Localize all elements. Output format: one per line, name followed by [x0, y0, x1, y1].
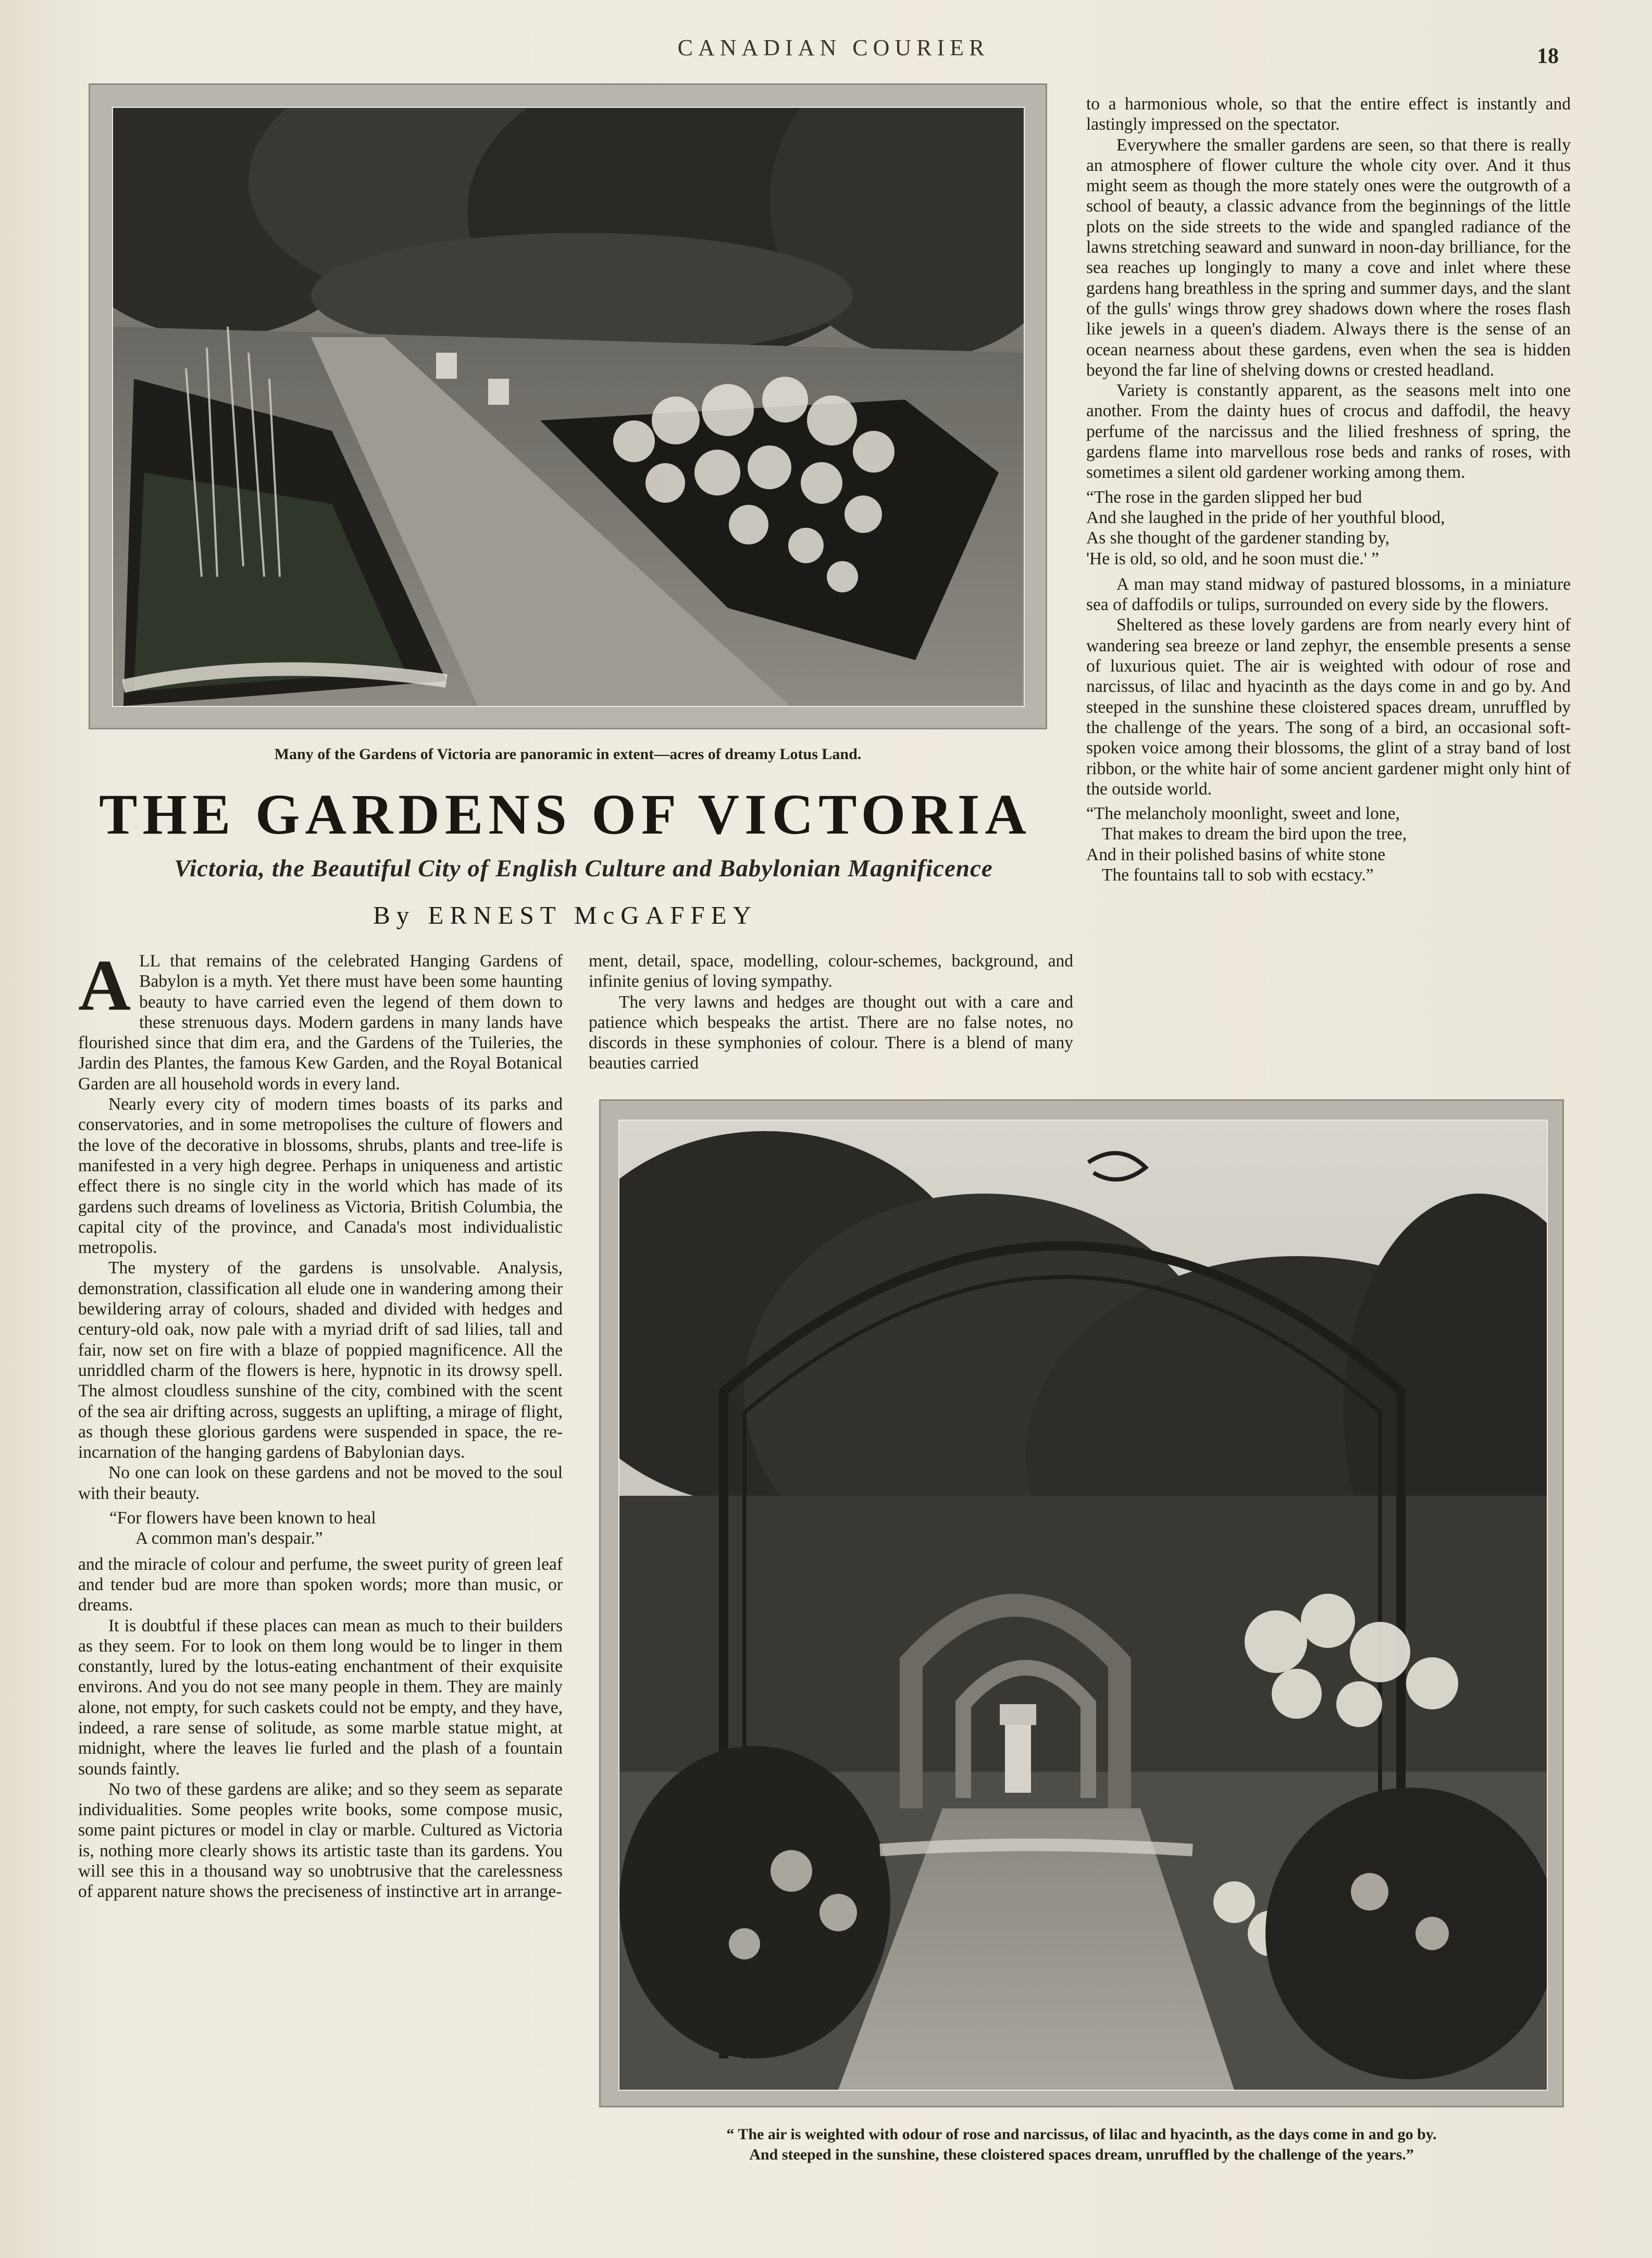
paragraph: Sheltered as these lovely gardens are from nearly every hint of wandering sea breeze or land zephyr, the ensemble presents a sense of luxurious quiet. The air is weighted with odour of rose and narcissus, of lilac and hyacinth as the days come in and go by. And steeped in the sunshine these cloistered spaces dream, unruffled by the challenge of the years. The song of a bird, an occasional soft-spoken voice among their blossoms, the glint of a stray band of lost ribbon, or the white hair of some ancient gardener might only hint of the outside world. — [1086, 615, 1571, 799]
article-byline: By ERNEST McGAFFEY — [373, 901, 757, 929]
paragraph: to a harmonious whole, so that the entire effect is instantly and lastingly impressed on the spectator. — [1086, 94, 1571, 134]
paragraph: and the miracle of colour and perfume, the sweet purity of green leaf and tender bud are more than spoken words; more than music, or dreams. — [78, 1554, 563, 1615]
top-photo-frame — [89, 83, 1047, 729]
paragraph: ALL that remains of the celebrated Hanging Gardens of Babylon is a myth. Yet there must have been some haunting beauty to have carried even the legend of them down to these strenuous days. Modern gardens in many lands have flourished since that dim era, and the Gardens of the Tuileries, the Jardin des Plantes, the famous Kew Garden, and the Royal Botanical Garden are all household words in every land. — [78, 945, 563, 1094]
article-column-1 — [78, 945, 563, 1902]
running-head: CANADIAN COURIER — [677, 35, 990, 60]
verse-line: A common man's despair.” — [135, 1529, 323, 1548]
garden-beds-image — [113, 108, 1024, 706]
verse-line: The fountains tall to sob with ecstacy.” — [1102, 865, 1374, 885]
paragraph: Variety is constantly apparent, as the seasons melt into one another. From the dainty hues of crocus and daffodil, the heavy perfume of the narcissus and the lilied freshness of spring, the gardens flame into marvellous rose beds and ranks of roses, with sometimes a silent old gardener working among them. — [1086, 381, 1571, 482]
bottom-photo-caption — [583, 2124, 1580, 2165]
verse-line: As she thought of the gardener standing by, — [1086, 528, 1390, 548]
verse-quote — [1086, 487, 1571, 569]
paragraph: No one can look on these gardens and not be moved to the soul with their beauty. — [78, 1463, 563, 1503]
paragraph: No two of these gardens are alike; and so they seem as separate individualities. Some peoples write books, some compose music, some paint pictures or model in clay or marble. Cultured as Victoria is, nothing more clearly shows its artistic taste than its gardens. You will see this in a thousand way so unobtrusive that the carelessness of apparent nature shows the preciseness of instinctive art in arrange- — [78, 1779, 563, 1902]
bottom-garden-photo — [618, 1120, 1548, 2091]
verse-line: And in their polished basins of white stone — [1086, 845, 1386, 864]
paragraph: Nearly every city of modern times boasts of its parks and conservatories, and in some metropolises the culture of flowers and the love of the decorative in blossoms, shrubs, plants and tree-life is manifested in a very high degree. Perhaps in uniqueness and artistic effect there is no single city in the world which has made of its gardens such dreams of loveliness as Victoria, British Columbia, the capital city of the province, and Canada's most individualistic metropolis. — [78, 1095, 563, 1258]
verse-line: That makes to dream the bird upon the tree, — [1102, 824, 1407, 844]
page-number: 18 — [1537, 44, 1559, 68]
article-subtitle: Victoria, the Beautiful City of English Culture and Babylonian Magnificence — [174, 855, 993, 882]
top-garden-photo — [112, 107, 1025, 707]
verse-line: And she laughed in the pride of her youthful blood, — [1086, 507, 1445, 527]
article-title: THE GARDENS OF VICTORIA — [99, 783, 1032, 846]
top-photo-caption: Many of the Gardens of Victoria are panoramic in extent—acres of dreamy Lotus Land. — [274, 746, 862, 763]
verse-line: 'He is old, so old, and he soon must die.' ” — [1086, 549, 1379, 568]
verse-quote — [78, 1508, 563, 1549]
arbour-garden-image — [619, 1121, 1547, 2090]
article-column-2 — [589, 951, 1073, 1074]
bottom-photo-frame — [599, 1099, 1564, 2107]
caption-line: And steeped in the sunshine, these cloistered spaces dream, unruffled by the challenge of the years.” — [749, 2146, 1414, 2163]
verse-quote — [1086, 803, 1571, 885]
paragraph: ment, detail, space, modelling, colour-schemes, background, and infinite genius of loving sympathy. — [589, 951, 1073, 991]
paragraph: The mystery of the gardens is unsolvable. Analysis, demonstration, classification all elude one in wandering among their bewildering array of colours, shaded and divided with hedges and century-old oak, now pale with a myriad drift of sad lilies, tall and fair, now set on fire with a blaze of poppied magnificence. All the unriddled charm of the flowers is here, hypnotic in its drowsy spell. The almost cloudless sunshine of the city, combined with the scent of the sea air drifting across, suggests an uplifting, a mirage of flight, as though these glorious gardens were suspended in space, the re-incarnation of the hanging gardens of Babylonian days. — [78, 1258, 563, 1462]
paragraph: Everywhere the smaller gardens are seen, so that there is really an atmosphere of flower culture the whole city over. And it thus might seem as though the more stately ones were the outgrowth of a school of beauty, a classic advance from the beginnings of the little plots on the side streets to the wide and spangled radiance of the lawns stretching seaward and sunward in noon-day brilliance, for the sea reaches up longingly to many a cove and inlet where these gardens hang breathless in the spring and summer days, and the slant of the gulls' wings throw grey shadows down where the roses flash like jewels in a queen's diadem. Always there is the sense of an ocean nearness about these gardens, even when the sea is hidden beyond the far line of shelving downs or crested headland. — [1086, 135, 1571, 380]
verse-line: “The rose in the garden slipped her bud — [1086, 487, 1362, 507]
paragraph: It is doubtful if these places can mean as much to their builders as they seem. For to look on them long would be to linger in them constantly, lured by the lotus-eating enchantment of their exquisite environs. And you do not see many people in them. They are mainly alone, not empty, for such caskets could not be empty, and they have, indeed, a rare sense of solitude, as some marble statue might, at midnight, where the leaves lie furled and the plash of a fountain sounds faintly. — [78, 1616, 563, 1779]
paragraph: The very lawns and hedges are thought out with a care and patience which bespeaks the artist. There are no false notes, no discords in these symphonies of colour. There is a blend of many beauties carried — [589, 992, 1073, 1073]
article-column-3 — [1086, 94, 1571, 890]
verse-line: “For flowers have been known to heal — [109, 1508, 376, 1528]
paragraph: A man may stand midway of pastured blossoms, in a miniature sea of daffodils or tulips, surrounded on every side by the flowers. — [1086, 574, 1571, 615]
caption-line: “ The air is weighted with odour of rose and narcissus, of lilac and hyacinth, as the days come in and go by. — [726, 2126, 1437, 2143]
drop-cap: A — [78, 945, 131, 1026]
verse-line: “The melancholy moonlight, sweet and lone, — [1086, 804, 1400, 824]
